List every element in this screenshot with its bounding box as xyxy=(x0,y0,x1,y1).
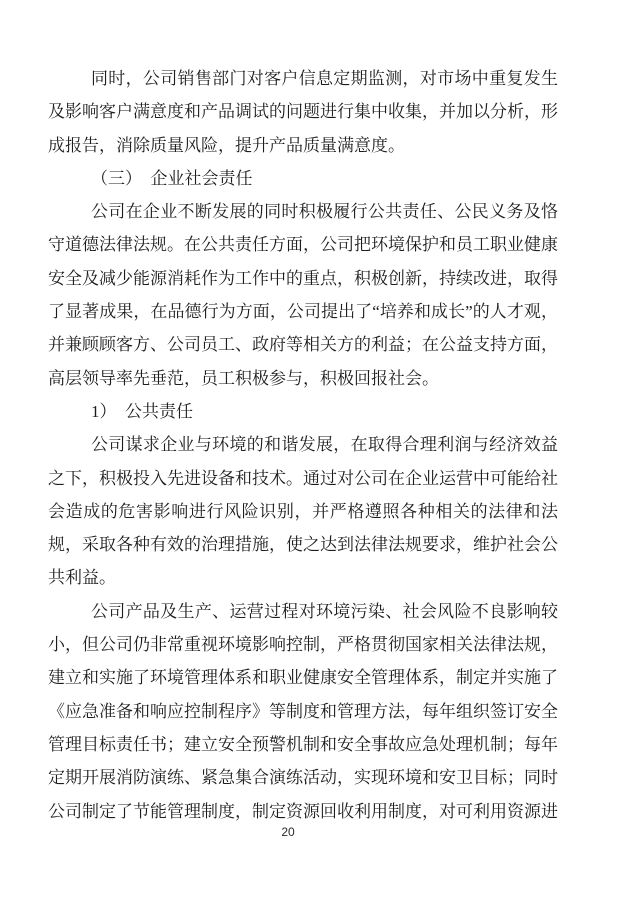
document-body xyxy=(48,62,558,828)
paragraph: 公司在企业不断发展的同时积极履行公共责任、公民义务及恪守道德法律法规。在公共责任方面，公司把环境保护和员工职业健康安全及减少能源消耗作为工作中的重点，积极创新，持续改进，取得了显著成果，在品德行为方面，公司提出了“培养和成长”的人才观，并兼顾顾客方、公司员工、政府等相关方的利益；在公益支持方面，高层领导率先垂范，员工积极参与，积极回报社会。 xyxy=(48,202,558,388)
paragraph: 公司谋求企业与环境的和谐发展，在取得合理利润与经济效益之下，积极投入先进设备和技术。通过对公司在企业运营中可能给社会造成的危害影响进行风险识别，并严格遵照各种相关的法律和法规，采取各种有效的治理措施，使之达到法律法规要求，维护社会公共利益。 xyxy=(48,435,558,588)
page-number: 20 xyxy=(281,825,295,839)
paragraph: 公司产品及生产、运营过程对环境污染、社会风险不良影响较小，但公司仍非常重视环境影响控制，严格贯彻国家相关法律法规，建立和实施了环境管理体系和职业健康安全管理体系，制定并实施了《应急准备和响应控制程序》等制度和管理方法，每年组织签订安全管理目标责任书；建立安全预警机制和安全事故应急处理机制；每年定期开展消防演练、紧急集合演练活动，实现环境和安卫目标；同时公司制定了节能管理制度，制定资源回收利用制度，对可利用资源进 xyxy=(48,601,558,821)
section-heading: 1） 公共责任 xyxy=(91,401,193,421)
paragraph: 同时，公司销售部门对客户信息定期监测，对市场中重复发生及影响客户满意度和产品调试的问题进行集中收集，并加以分析，形成报告，消除质量风险，提升产品质量满意度。 xyxy=(48,69,558,155)
section-heading: （三） 企业社会责任 xyxy=(91,168,253,188)
